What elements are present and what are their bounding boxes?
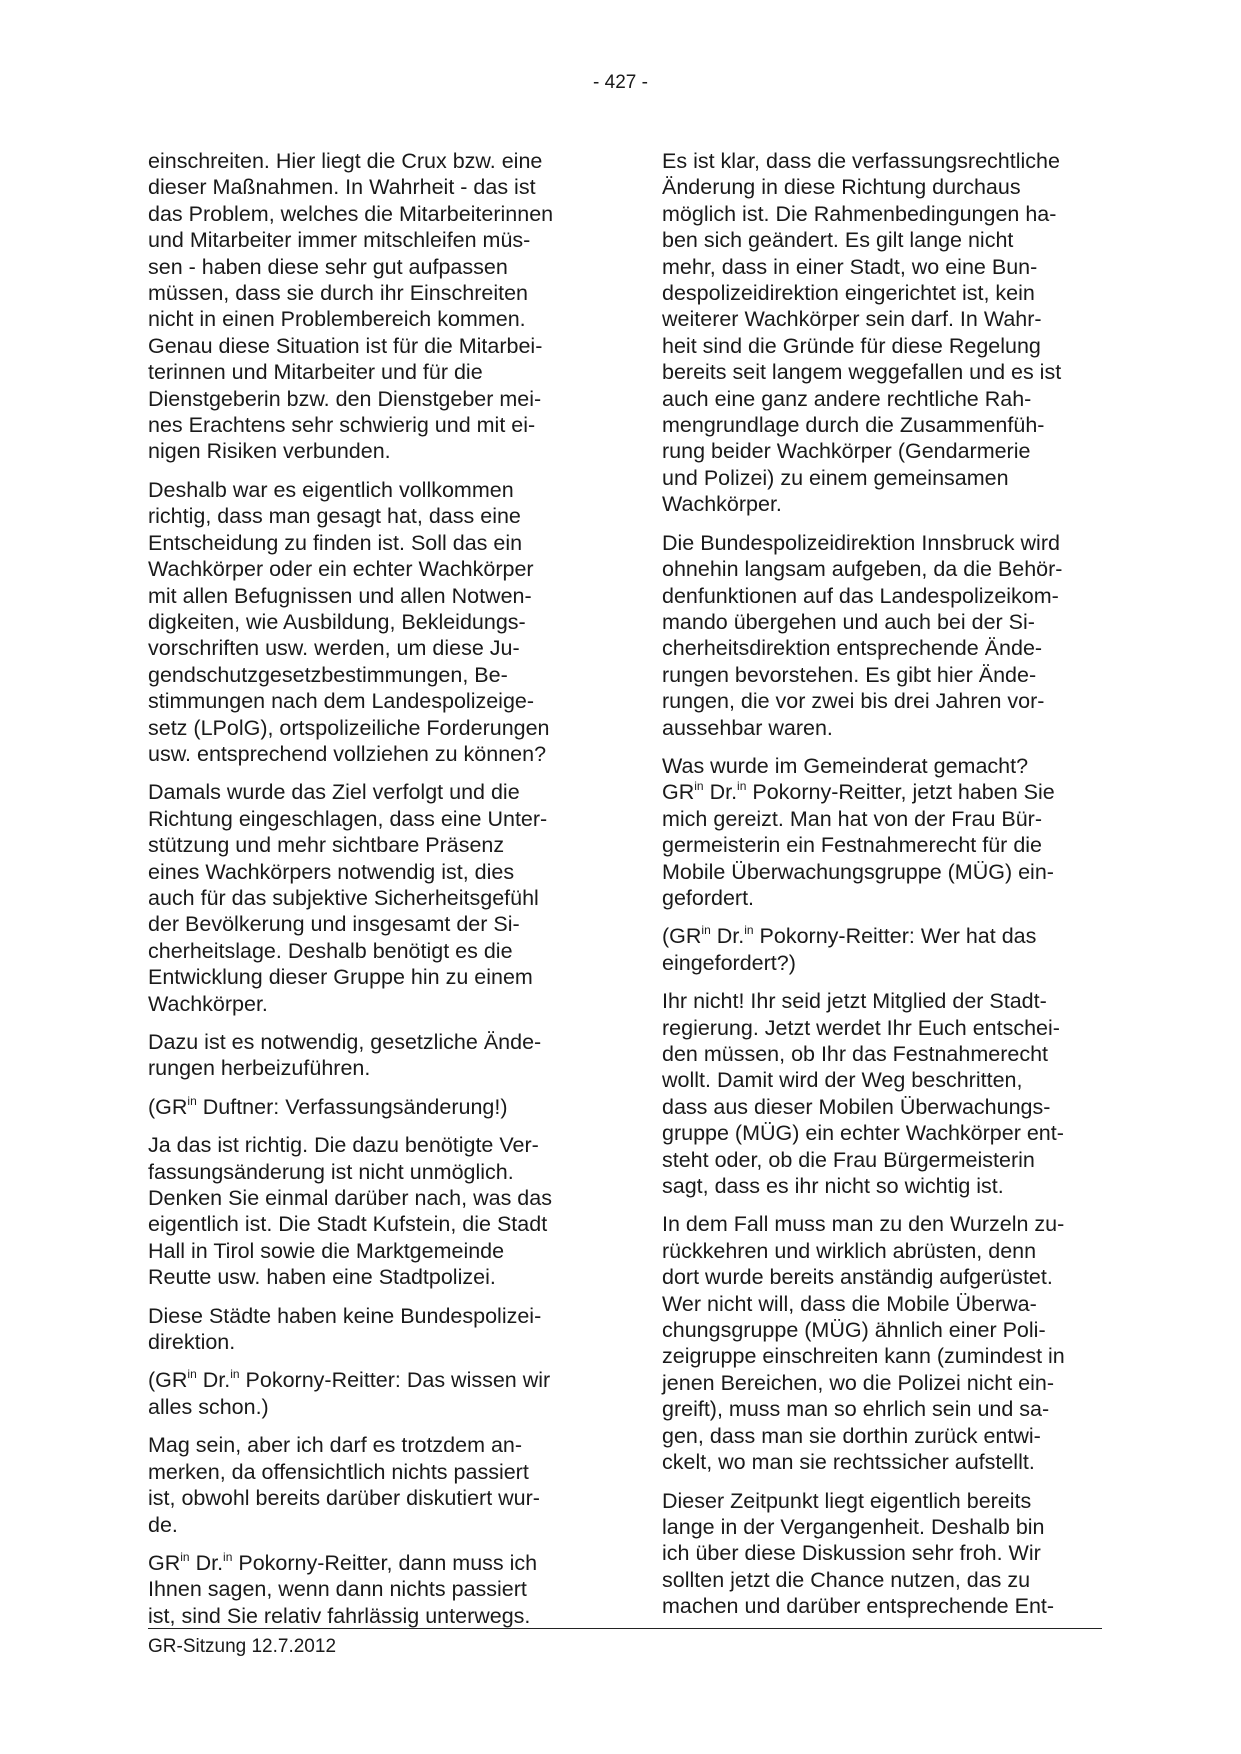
text-line: Hall in Tirol sowie die Marktgemeinde — [148, 1238, 505, 1263]
text-line: dieser Maßnahmen. In Wahrheit - das ist — [148, 175, 536, 200]
text-line: regierung. Jetzt werdet Ihr Euch entschei- — [662, 1015, 1060, 1040]
text-line: mich gereizt. Man hat von der Frau Bür- — [662, 806, 1042, 831]
paragraph — [148, 1094, 588, 1120]
text-line: dort wurde bereits anständig aufgerüstet. — [662, 1265, 1053, 1290]
text-line: nes Erachtens sehr schwierig und mit ei- — [148, 413, 536, 438]
left-column — [148, 148, 588, 1641]
text-line: cherheitsdirektion entsprechende Ände- — [662, 636, 1043, 661]
text-line: eines Wachkörpers notwendig ist, dies — [148, 859, 515, 884]
text-line: machen und darüber entsprechende Ent- — [662, 1594, 1055, 1619]
paragraph — [148, 148, 588, 465]
text-line: Ihnen sagen, wenn dann nichts passiert — [148, 1577, 527, 1602]
text-line: ($GR^{in}$ Duftner: Verfassungsänderung!) — [148, 1093, 508, 1119]
text-line: müssen, dass sie durch ihr Einschreiten — [148, 281, 529, 306]
paragraph — [148, 779, 588, 1017]
text-line: wollt. Damit wird der Weg beschritten, — [662, 1068, 1023, 1093]
text-line: mando übergehen und auch bei der Si- — [662, 609, 1035, 634]
text-line: den müssen, ob Ihr das Festnahmerecht — [662, 1042, 1049, 1066]
paragraph — [148, 1432, 588, 1538]
text-line: zeigruppe einschreiten kann (zumindest in — [662, 1344, 1065, 1369]
text-line: Diese Städte haben keine Bundespolizei- — [148, 1303, 542, 1328]
text-line: sagt, dass es ihr nicht so wichtig ist. — [662, 1174, 1004, 1199]
text-line: Wachkörper. — [148, 991, 268, 1016]
text-line: gefordert. — [662, 885, 755, 910]
text-line: nicht in einen Problembereich kommen. — [148, 307, 526, 332]
text-line: der Bevölkerung und insgesamt der Si- — [148, 912, 520, 937]
text-line: sollten jetzt die Chance nutzen, das zu — [662, 1567, 1031, 1592]
paragraph — [662, 923, 1102, 976]
text-line: Wachkörper. — [662, 492, 782, 517]
text-line: ich über diese Diskussion sehr froh. Wir — [662, 1541, 1041, 1566]
paragraph — [148, 1029, 588, 1082]
text-line: aussehbar waren. — [662, 715, 833, 740]
text-line: ist, sind Sie relativ fahrlässig unterwegs. — [148, 1603, 531, 1628]
paragraph — [148, 1303, 588, 1356]
text-line: Änderung in diese Richtung durchaus — [662, 175, 1021, 200]
text-line: mehr, dass in einer Stadt, wo eine Bun- — [662, 254, 1038, 279]
text-line: gen, dass man sie dorthin zurück entwi- — [662, 1423, 1041, 1448]
text-line: eingefordert?) — [662, 950, 796, 975]
paragraph — [148, 477, 588, 767]
text-line: denfunktionen auf das Landespolizeikom- — [662, 583, 1059, 608]
footer-text: GR-Sitzung 12.7.2012 — [148, 1636, 337, 1657]
paragraph — [662, 1211, 1102, 1475]
text-line: richtig, dass man gesagt hat, dass eine — [148, 504, 521, 529]
text-line: germeisterin ein Festnahmerecht für die — [662, 833, 1043, 858]
text-line: Dieser Zeitpunkt liegt eigentlich bereits — [662, 1488, 1032, 1513]
paragraph — [662, 1488, 1102, 1620]
text-line: rungen bevorstehen. Es gibt hier Ände- — [662, 662, 1037, 687]
text-line: rückkehren und wirklich abrüsten, denn — [662, 1238, 1037, 1263]
text-line: nigen Risiken verbunden. — [148, 439, 391, 464]
text-line: Mobile Überwachungsgruppe (MÜG) ein- — [662, 859, 1054, 884]
text-line: $GR^{in}$ Dr.$^{in}$ Pokorny-Reitter, jetzt haben Sie — [662, 779, 1055, 805]
text-line: despolizeidirektion eingerichtet ist, kein — [662, 281, 1035, 306]
text-line: Es ist klar, dass die verfassungsrechtliche — [662, 149, 1060, 173]
text-line: gendschutzgesetzbestimmungen, Be- — [148, 662, 508, 687]
text-line: de. — [148, 1512, 178, 1537]
text-line: Denken Sie einmal darüber nach, was das — [148, 1186, 552, 1211]
text-line: sen - haben diese sehr gut aufpassen — [148, 254, 508, 279]
text-line: Wachkörper oder ein echter Wachkörper — [148, 557, 534, 582]
text-line: ckelt, wo man sie rechtssicher aufstellt. — [662, 1450, 1035, 1475]
text-line: Deshalb war es eigentlich vollkommen — [148, 477, 514, 502]
text-line: ohnehin langsam aufgeben, da die Behör- — [662, 557, 1063, 582]
text-line: digkeiten, wie Ausbildung, Bekleidungs- — [148, 609, 526, 634]
text-line: und Polizei) zu einem gemeinsamen — [662, 465, 1009, 490]
text-line: stimmungen nach dem Landespolizeige- — [148, 689, 535, 714]
text-line: ($GR^{in}$ Dr.$^{in}$ Pokorny-Reitter: Das wissen wir — [148, 1367, 551, 1393]
text-line: dass aus dieser Mobilen Überwachungs- — [662, 1094, 1051, 1119]
text-line: rungen, die vor zwei bis drei Jahren vor- — [662, 689, 1045, 714]
paragraph — [148, 1132, 588, 1290]
text-line: auch eine ganz andere rechtliche Rah- — [662, 386, 1032, 411]
text-line: Wer nicht will, dass die Mobile Überwa- — [662, 1291, 1037, 1316]
paragraph — [662, 148, 1102, 518]
text-line: chungsgruppe (MÜG) ähnlich einer Poli- — [662, 1318, 1046, 1343]
text-line: jenen Bereichen, wo die Polizei nicht ein- — [662, 1370, 1055, 1395]
text-line: bereits seit langem weggefallen und es ist — [662, 360, 1062, 385]
text-line: setz (LPolG), ortspolizeiliche Forderungen — [148, 715, 550, 740]
text-line: mengrundlage durch die Zusammenfüh- — [662, 413, 1045, 438]
text-line: Entscheidung zu finden ist. Soll das ein — [148, 530, 523, 555]
text-line: greift), muss man so ehrlich sein und sa- — [662, 1397, 1050, 1422]
text-line: Genau diese Situation ist für die Mitarbei- — [148, 333, 543, 358]
text-line: Entwicklung dieser Gruppe hin zu einem — [148, 965, 533, 990]
text-line: Ja das ist richtig. Die dazu benötigte Ver- — [148, 1133, 539, 1158]
text-line: rung beider Wachkörper (Gendarmerie — [662, 439, 1031, 464]
right-column — [662, 148, 1102, 1632]
text-line: Ihr nicht! Ihr seid jetzt Mitglied der Stadt- — [662, 989, 1047, 1014]
text-line: ($GR^{in}$ Dr.$^{in}$ Pokorny-Reitter: Wer hat das — [662, 923, 1037, 949]
text-line: Dienstgeberin bzw. den Dienstgeber mei- — [148, 386, 542, 411]
text-line: weiterer Wachkörper sein darf. In Wahr- — [662, 307, 1042, 332]
text-line: ist, obwohl bereits darüber diskutiert wur- — [148, 1486, 540, 1511]
text-line: Richtung eingeschlagen, dass eine Unter- — [148, 806, 548, 831]
text-line: usw. entsprechend vollziehen zu können? — [148, 741, 547, 766]
text-line: merken, da offensichtlich nichts passiert — [148, 1459, 529, 1484]
text-line: Reutte usw. haben eine Stadtpolizei. — [148, 1265, 496, 1290]
text-line: ben sich geändert. Es gilt lange nicht — [662, 228, 1014, 253]
text-line: steht oder, ob die Frau Bürgermeisterin — [662, 1147, 1035, 1172]
paragraph — [662, 988, 1102, 1199]
text-line: fassungsänderung ist nicht unmöglich. — [148, 1159, 514, 1184]
paragraph — [662, 530, 1102, 741]
text-line: direktion. — [148, 1330, 236, 1355]
text-line: Mag sein, aber ich darf es trotzdem an- — [148, 1433, 523, 1458]
text-line: terinnen und Mitarbeiter und für die — [148, 360, 483, 385]
text-line: auch für das subjektive Sicherheitsgefühl — [148, 885, 539, 910]
text-line: möglich ist. Die Rahmenbedingungen ha- — [662, 201, 1057, 226]
paragraph — [148, 1550, 588, 1629]
paragraph — [148, 1367, 588, 1420]
text-line: Damals wurde das Ziel verfolgt und die — [148, 780, 520, 805]
text-line: heit sind die Gründe für diese Regelung — [662, 333, 1041, 358]
text-line: In dem Fall muss man zu den Wurzeln zu- — [662, 1212, 1065, 1237]
text-line: stützung und mehr sichtbare Präsenz — [148, 833, 505, 858]
text-line: lange in der Vergangenheit. Deshalb bin — [662, 1514, 1045, 1539]
text-line: rungen herbeizuführen. — [148, 1056, 371, 1081]
paragraph — [662, 753, 1102, 911]
footer-rule — [148, 1628, 1102, 1629]
text-line: mit allen Befugnissen und allen Notwen- — [148, 583, 532, 608]
text-line: vorschriften usw. werden, um diese Ju- — [148, 636, 520, 661]
text-line: cherheitslage. Deshalb benötigt es die — [148, 938, 513, 963]
text-line: gruppe (MÜG) ein echter Wachkörper ent- — [662, 1121, 1064, 1146]
text-line: Die Bundespolizeidirektion Innsbruck wird — [662, 530, 1060, 555]
text-line: einschreiten. Hier liegt die Crux bzw. eine — [148, 149, 543, 173]
page-number: - 427 - — [593, 72, 648, 93]
text-line: $GR^{in}$ Dr.$^{in}$ Pokorny-Reitter, dann muss ich — [148, 1549, 538, 1575]
text-line: alles schon.) — [148, 1394, 269, 1419]
text-line: das Problem, welches die Mitarbeiterinnen — [148, 201, 554, 226]
text-line: und Mitarbeiter immer mitschleifen müs- — [148, 228, 531, 253]
text-line: Was wurde im Gemeinderat gemacht? — [662, 753, 1029, 778]
text-line: eigentlich ist. Die Stadt Kufstein, die Stadt — [148, 1212, 548, 1237]
text-line: Dazu ist es notwendig, gesetzliche Ände- — [148, 1030, 542, 1054]
